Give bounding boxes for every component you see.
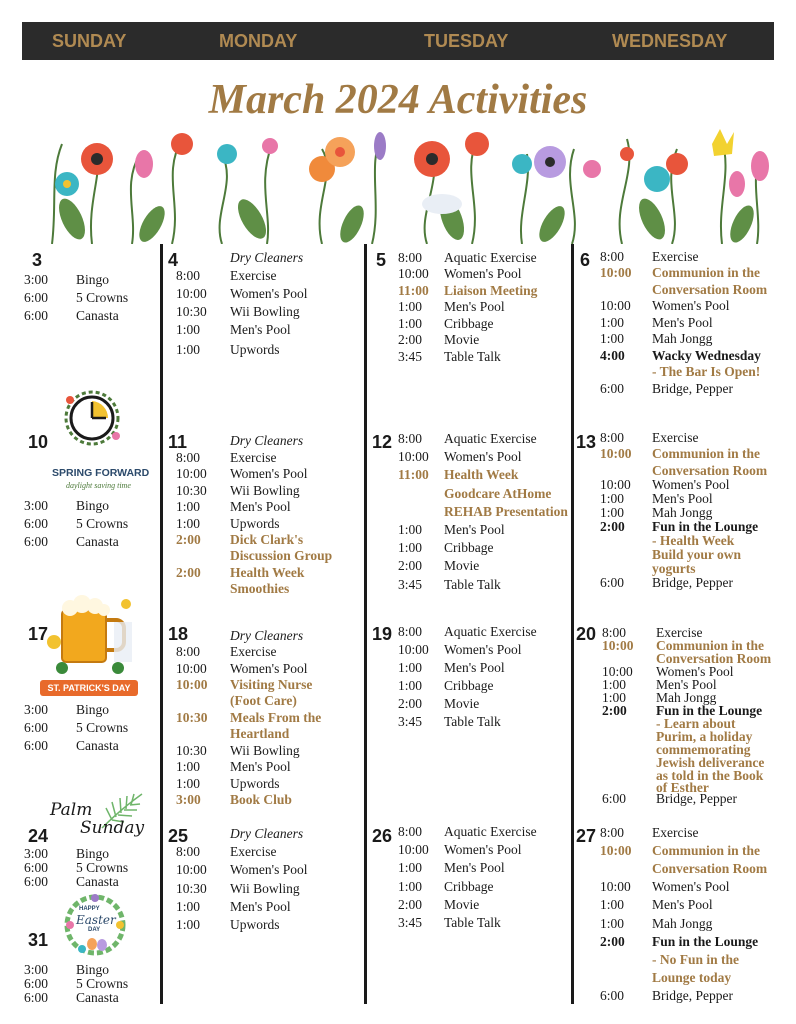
activity-name: Men's Pool (444, 522, 505, 537)
activity-time: 3:00 (24, 272, 49, 287)
day-number: 4 (168, 250, 179, 270)
activity-time: 2:00 (398, 332, 423, 347)
activity-name: Communion in the (652, 446, 761, 461)
activity-name: Discussion Group (230, 548, 333, 563)
activity-name: Men's Pool (652, 315, 713, 330)
activity-time: 1:00 (602, 690, 627, 705)
activity-name: Bingo (76, 702, 110, 717)
activity-time: 10:00 (176, 286, 207, 301)
activity-time: 8:00 (398, 624, 423, 639)
header-monday: MONDAY (219, 31, 298, 51)
activity-time: 10:00 (600, 843, 632, 858)
activity-time: 8:00 (398, 431, 423, 446)
activity-name: Bridge, Pepper (656, 791, 737, 806)
activity-name: Women's Pool (230, 466, 308, 481)
activity-name: Men's Pool (230, 899, 291, 914)
activity-name: Bridge, Pepper (652, 575, 733, 590)
activity-time: 10:00 (398, 266, 429, 281)
activity-time: 1:00 (398, 678, 423, 693)
activity-time: 1:00 (176, 776, 201, 791)
activity-time: 1:00 (602, 677, 627, 692)
activity-name: Cribbage (444, 540, 494, 555)
activity-name: Men's Pool (230, 322, 291, 337)
activity-time: 8:00 (398, 824, 423, 839)
activity-name: Women's Pool (652, 298, 730, 313)
clock-icon (56, 388, 128, 448)
activity-name: Canasta (76, 738, 119, 753)
activity-name: Mah Jongg (656, 690, 717, 705)
activity-time: 10:00 (600, 477, 631, 492)
activity-name: Women's Pool (656, 664, 734, 679)
day-number: 17 (28, 624, 49, 644)
flower-banner-image (22, 124, 774, 244)
activity-name: - Learn about (656, 716, 736, 731)
activity-time: 10:00 (398, 842, 429, 857)
activity-time: 1:00 (600, 897, 625, 912)
activity-time: 1:00 (600, 315, 625, 330)
activity-time: 8:00 (600, 825, 625, 840)
activity-time: 10:00 (600, 879, 631, 894)
palm-sunday-line2: Sunday (80, 818, 145, 838)
activity-time: 2:00 (602, 703, 627, 718)
activity-name: Men's Pool (444, 860, 505, 875)
activity-name: Bridge, Pepper (652, 988, 733, 1003)
activity-name: - The Bar Is Open! (652, 364, 761, 379)
activity-time: 10:00 (176, 661, 207, 676)
activity-name: Liaison Meeting (444, 283, 538, 298)
activity-time: 6:00 (24, 534, 49, 549)
activity-name: REHAB Presentation (444, 504, 568, 519)
easter-happy-text: HAPPY (79, 906, 100, 912)
activity-time: 2:00 (398, 897, 423, 912)
activity-name: Jewish deliverance (656, 755, 765, 770)
activity-name: Exercise (656, 625, 703, 640)
activity-time: 2:00 (600, 934, 625, 949)
activity-time: 10:00 (600, 298, 631, 313)
activity-time: 10:00 (176, 677, 208, 692)
activity-time: 10:00 (600, 265, 632, 280)
activity-name: Men's Pool (444, 299, 505, 314)
activity-name: Table Talk (444, 915, 501, 930)
spring-forward-label: SPRING FORWARD (52, 467, 150, 479)
activity-time: 8:00 (398, 250, 423, 265)
activity-time: 10:00 (176, 862, 207, 877)
column-divider (160, 244, 163, 1004)
activity-name: Canasta (76, 990, 119, 1005)
activity-time: 10:30 (176, 881, 207, 896)
activity-name: Bridge, Pepper (652, 381, 733, 396)
activity-time: 11:00 (398, 283, 429, 298)
activity-name: Fun in the Lounge (652, 519, 759, 534)
activity-time: 2:00 (600, 519, 625, 534)
activity-name: Dick Clark's (230, 532, 304, 547)
st-patricks-day-banner: ST. PATRICK'S DAY (40, 680, 138, 696)
activity-name: Book Club (230, 792, 292, 807)
activity-name: Visiting Nurse (230, 677, 313, 692)
activity-name: Exercise (230, 268, 277, 283)
activity-time: 6:00 (24, 990, 49, 1005)
day-number: 5 (376, 250, 387, 270)
activity-name: Build your own (652, 547, 742, 562)
activity-name: - Health Week (652, 533, 735, 548)
activity-name: Women's Pool (652, 477, 730, 492)
activity-name: 5 Crowns (76, 290, 129, 305)
activity-name: Canasta (76, 534, 119, 549)
activity-time: 3:00 (176, 792, 201, 807)
activity-name: Health Week (230, 565, 305, 580)
activity-name: Table Talk (444, 577, 501, 592)
activity-name: Men's Pool (230, 499, 291, 514)
activity-name: Dry Cleaners (230, 628, 304, 643)
activity-time: 10:00 (398, 642, 429, 657)
day-number: 27 (576, 826, 597, 846)
activity-time: 4:00 (600, 348, 625, 363)
activity-name: Men's Pool (652, 897, 713, 912)
activity-name: Dry Cleaners (230, 250, 304, 265)
activity-name: Conversation Room (652, 861, 768, 876)
activity-time: 1:00 (398, 879, 423, 894)
activity-name: (Foot Care) (230, 693, 297, 708)
activity-name: Aquatic Exercise (444, 250, 537, 265)
activity-time: 3:00 (24, 498, 49, 513)
activity-name: Upwords (230, 516, 280, 531)
activity-name: Communion in the (652, 265, 761, 280)
activity-name: Women's Pool (230, 661, 308, 676)
activity-name: Exercise (652, 825, 699, 840)
column-divider (364, 244, 367, 1004)
activity-time: 3:00 (24, 702, 49, 717)
activity-name: Upwords (230, 776, 280, 791)
day-number: 20 (576, 624, 597, 644)
day-number: 19 (372, 624, 393, 644)
activity-name: Aquatic Exercise (444, 824, 537, 839)
activity-time: 1:00 (398, 316, 423, 331)
activity-name: Women's Pool (652, 879, 730, 894)
activity-time: 10:30 (176, 483, 207, 498)
activity-name: 5 Crowns (76, 720, 129, 735)
page-title: March 2024 Activities (208, 77, 588, 123)
activity-time: 6:00 (24, 976, 49, 991)
activity-time: 8:00 (176, 268, 201, 283)
activity-time: 1:00 (176, 516, 201, 531)
activity-name: Bingo (76, 962, 110, 977)
activity-name: Movie (444, 696, 480, 711)
activity-time: 3:45 (398, 349, 423, 364)
activity-time: 8:00 (176, 450, 201, 465)
activity-name: Exercise (230, 844, 277, 859)
header-sunday: SUNDAY (52, 31, 127, 51)
beer-mug-icon (40, 592, 140, 678)
activity-name: Wii Bowling (230, 881, 300, 896)
activity-name: Meals From the (230, 710, 322, 725)
activity-time: 8:00 (600, 249, 625, 264)
activity-name: Aquatic Exercise (444, 431, 537, 446)
activity-time: 10:00 (600, 446, 632, 461)
activity-name: Wii Bowling (230, 304, 300, 319)
activity-name: Men's Pool (230, 759, 291, 774)
day-number: 11 (168, 432, 188, 452)
activity-time: 8:00 (602, 625, 627, 640)
day-number: 12 (372, 432, 393, 452)
activity-name: Aquatic Exercise (444, 624, 537, 639)
activity-time: 1:00 (600, 505, 625, 520)
activity-time: 6:00 (24, 860, 49, 875)
activity-name: Exercise (230, 450, 277, 465)
activity-time: 1:00 (176, 342, 201, 357)
activity-name: Women's Pool (230, 286, 308, 301)
activity-name: 5 Crowns (76, 976, 129, 991)
activity-name: Conversation Room (652, 463, 768, 478)
activity-time: 10:30 (176, 304, 207, 319)
activity-name: Mah Jongg (652, 916, 713, 931)
activity-name: Wii Bowling (230, 483, 300, 498)
weekday-header-bar (22, 22, 774, 60)
day-number: 18 (168, 624, 189, 644)
activity-time: 1:00 (176, 322, 201, 337)
activity-name: Women's Pool (444, 642, 522, 657)
activity-time: 10:00 (176, 466, 207, 481)
activity-time: 1:00 (398, 860, 423, 875)
activity-time: 6:00 (600, 575, 625, 590)
activity-name: Upwords (230, 917, 280, 932)
activity-time: 10:00 (602, 638, 634, 653)
activity-name: Dry Cleaners (230, 433, 304, 448)
activity-time: 10:30 (176, 743, 207, 758)
day-number: 3 (32, 250, 43, 270)
activity-name: Health Week (444, 467, 519, 482)
activity-time: 10:30 (176, 710, 208, 725)
activity-name: Men's Pool (656, 677, 717, 692)
activity-time: 2:00 (398, 558, 423, 573)
activity-name: Bingo (76, 846, 110, 861)
activity-time: 1:00 (600, 491, 625, 506)
activity-time: 6:00 (602, 791, 627, 806)
activity-time: 3:45 (398, 714, 423, 729)
activity-name: Mah Jongg (652, 505, 713, 520)
activity-time: 1:00 (600, 331, 625, 346)
activity-name: - No Fun in the (652, 952, 740, 967)
activity-name: Bingo (76, 272, 110, 287)
activity-name: Communion in the (652, 843, 761, 858)
activity-name: yogurts (652, 561, 696, 576)
activity-name: Canasta (76, 308, 119, 323)
activity-time: 6:00 (24, 290, 49, 305)
activity-time: 1:00 (176, 917, 201, 932)
activity-time: 6:00 (24, 720, 49, 735)
day-number: 10 (28, 432, 49, 452)
activity-time: 6:00 (24, 308, 49, 323)
activity-name: Women's Pool (444, 266, 522, 281)
activity-time: 1:00 (600, 916, 625, 931)
palm-sunday-line1: Palm (50, 800, 93, 820)
activity-name: Women's Pool (444, 842, 522, 857)
activity-name: Cribbage (444, 879, 494, 894)
day-number: 6 (580, 250, 591, 270)
activity-time: 8:00 (176, 644, 201, 659)
easter-day-text: DAY (88, 927, 101, 933)
activity-name: Men's Pool (652, 491, 713, 506)
activity-time: 6:00 (600, 988, 625, 1003)
activity-time: 1:00 (176, 759, 201, 774)
activity-name: Conversation Room (652, 282, 768, 297)
activity-name: Smoothies (230, 581, 290, 596)
activity-name: Women's Pool (444, 449, 522, 464)
activity-time: 3:00 (24, 846, 49, 861)
activity-name: as told in the Book (656, 768, 764, 783)
activity-name: Table Talk (444, 349, 501, 364)
day-number: 13 (576, 432, 597, 452)
activity-time: 1:00 (398, 540, 423, 555)
activity-time: 2:00 (176, 565, 201, 580)
activity-time: 6:00 (24, 874, 49, 889)
column-divider (571, 244, 574, 1004)
activity-name: Communion in the (656, 638, 765, 653)
activity-time: 3:45 (398, 915, 423, 930)
activity-name: Wacky Wednesday (652, 348, 761, 363)
activity-time: 6:00 (24, 738, 49, 753)
activity-name: Heartland (230, 726, 290, 741)
activity-name: Men's Pool (444, 660, 505, 675)
activity-name: Movie (444, 897, 480, 912)
activity-time: 1:00 (398, 299, 423, 314)
activity-name: Cribbage (444, 678, 494, 693)
day-number: 24 (28, 826, 49, 846)
activity-time: 10:00 (398, 449, 429, 464)
header-tuesday: TUESDAY (424, 31, 509, 51)
activity-name: Lounge today (652, 970, 732, 985)
activity-time: 2:00 (398, 696, 423, 711)
activity-time: 6:00 (600, 381, 625, 396)
activity-name: Women's Pool (230, 862, 308, 877)
activity-time: 8:00 (176, 844, 201, 859)
activity-time: 8:00 (600, 430, 625, 445)
activity-name: Goodcare AtHome (444, 486, 552, 501)
activity-name: Wii Bowling (230, 743, 300, 758)
activity-time: 2:00 (176, 532, 201, 547)
activity-name: Table Talk (444, 714, 501, 729)
header-wednesday: WEDNESDAY (612, 31, 728, 51)
activity-name: Exercise (652, 249, 699, 264)
activity-name: Movie (444, 332, 480, 347)
activity-name: Fun in the Lounge (656, 703, 763, 718)
activity-name: Exercise (652, 430, 699, 445)
activity-name: Dry Cleaners (230, 826, 304, 841)
activity-name: commemorating (656, 742, 751, 757)
activity-time: 6:00 (24, 516, 49, 531)
day-number: 25 (168, 826, 189, 846)
activity-name: of Esther (656, 780, 709, 795)
easter-text: Easter (76, 913, 116, 927)
activity-name: 5 Crowns (76, 860, 129, 875)
activity-name: Upwords (230, 342, 280, 357)
activity-time: 11:00 (398, 467, 429, 482)
activity-name: Fun in the Lounge (652, 934, 759, 949)
activity-name: Conversation Room (656, 651, 772, 666)
activity-time: 10:00 (602, 664, 633, 679)
activity-name: Cribbage (444, 316, 494, 331)
activity-time: 1:00 (398, 660, 423, 675)
activity-name: Bingo (76, 498, 110, 513)
activity-time: 3:45 (398, 577, 423, 592)
activity-time: 1:00 (176, 899, 201, 914)
activity-name: Canasta (76, 874, 119, 889)
activity-name: 5 Crowns (76, 516, 129, 531)
activity-name: Mah Jongg (652, 331, 713, 346)
activity-name: Purim, a holiday (656, 729, 753, 744)
day-number: 26 (372, 826, 393, 846)
activity-name: Exercise (230, 644, 277, 659)
daylight-saving-label: daylight saving time (66, 481, 131, 490)
activity-time: 3:00 (24, 962, 49, 977)
day-number: 31 (28, 930, 49, 950)
activity-time: 1:00 (176, 499, 201, 514)
activity-name: Movie (444, 558, 480, 573)
activity-time: 1:00 (398, 522, 423, 537)
